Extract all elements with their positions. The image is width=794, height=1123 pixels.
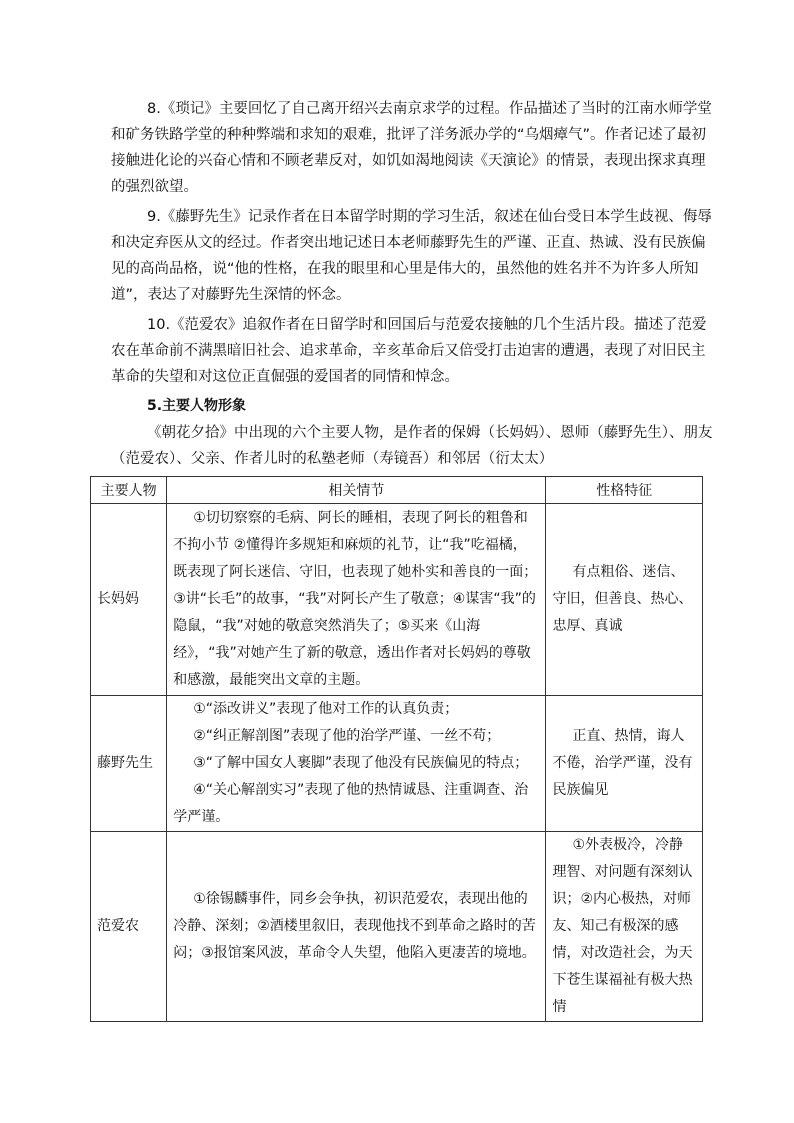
plot-cell (167, 504, 546, 696)
table-row (91, 696, 703, 832)
character-name: 范爱农 (91, 832, 167, 1022)
plot-cell (167, 832, 546, 1022)
table-header-row (91, 477, 703, 504)
table-row (91, 504, 703, 696)
header-plot: 相关情节 (167, 477, 546, 504)
traits-cell: 有点粗俗、迷信、守旧，但善良、热心、忠厚、真诚 (546, 504, 703, 696)
traits-cell: 正直、热情，诲人不倦，治学严谨，没有民族偏见 (546, 696, 703, 832)
plot-text: ①徐锡麟事件，同乡会争执，初识范爱农，表现出他的冷静、深刻；②酒楼里叙旧，表现他找不到革命之路时的苦闷；③报馆案风波，革命令人失望，他陷入更凄苦的境地。 (173, 891, 536, 961)
plot-text: ②“纠正解剖图”表现了他的治学严谨、一丝不苟； (193, 728, 501, 744)
plot-text: ①切切察察的毛病、阿长的睡相，表现了阿长的粗鲁和不拘小节 ②懂得许多规矩和麻烦的礼节，让“我”吃福橘，既表现了阿长迷信、守旧，也表现了她朴实和善良的一面；③讲“长毛”的故事，“我”对阿长产生了敬意；④谋害“我”的隐鼠，“我”对她的敬意突然消失了；⑤买来《山海经》，“我”对她产生了新的敬意，透出作者对长妈妈的尊敬和感激，最能突出文章的主题。 (173, 510, 538, 688)
header-traits: 性格特征 (546, 477, 703, 504)
character-name: 长妈妈 (91, 504, 167, 696)
table-row (91, 832, 703, 1022)
section-heading: 5.主要人物形象 (147, 398, 247, 414)
paragraph-tengye: 9.《藤野先生》记录作者在日本留学时期的学习生活，叙述在仙台受日本学生歧视、侮辱和决定弃医从文的经过。作者突出地记述日本老师藤野先生的严谨、正直、热诚、没有民族偏见的高尚品格，说“他的性格，在我的眼里和心里是伟大的，虽然他的姓名并不为许多人所知道”，表达了对藤野先生深情的怀念。 (111, 209, 712, 303)
paragraph-fanainong: 10.《范爱农》追叙作者在日留学时和回国后与范爱农接触的几个生活片段。描述了范爱农在革命前不满黑暗旧社会、追求革命，辛亥革命后又倍受打击迫害的遭遇，表现了对旧民主革命的失望和对这位正直倔强的爱国者的同情和悼念。 (111, 317, 707, 385)
plot-text: ④“关心解剖实习”表现了他的热情诚恳、注重调查、治学严谨。 (173, 782, 529, 825)
header-character: 主要人物 (91, 477, 167, 504)
plot-cell (167, 696, 546, 832)
character-name: 藤野先生 (91, 696, 167, 832)
plot-text: ①“添改讲义”表现了他对工作的认真负责； (193, 701, 459, 717)
plot-text: ③“了解中国女人裹脚”表现了他没有民族偏见的特点； (193, 755, 529, 771)
traits-cell: ①外表极冷，冷静理智、对问题有深刻认识；②内心极热，对师友、知己有极深的感情，对改造社会，为天下苍生谋福祉有极大热情 (546, 832, 703, 1022)
intro-paragraph: 《朝花夕拾》中出现的六个主要人物，是作者的保姆（长妈妈）、恩师（藤野先生）、朋友（范爱农）、父亲、作者儿时的私塾老师（寿镜吾）和邻居（衍太太） (111, 425, 713, 467)
character-table (90, 476, 703, 1022)
paragraph-suoji: 8.《琐记》主要回忆了自己离开绍兴去南京求学的过程。作品描述了当时的江南水师学堂和矿务铁路学堂的种种弊端和求知的艰难，批评了洋务派办学的“乌烟瘴气”。作者记述了最初接触进化论的兴奋心情和不顾老辈反对，如饥如渴地阅读《天演论》的情景，表现出探求真理的强烈欲望。 (111, 101, 712, 195)
